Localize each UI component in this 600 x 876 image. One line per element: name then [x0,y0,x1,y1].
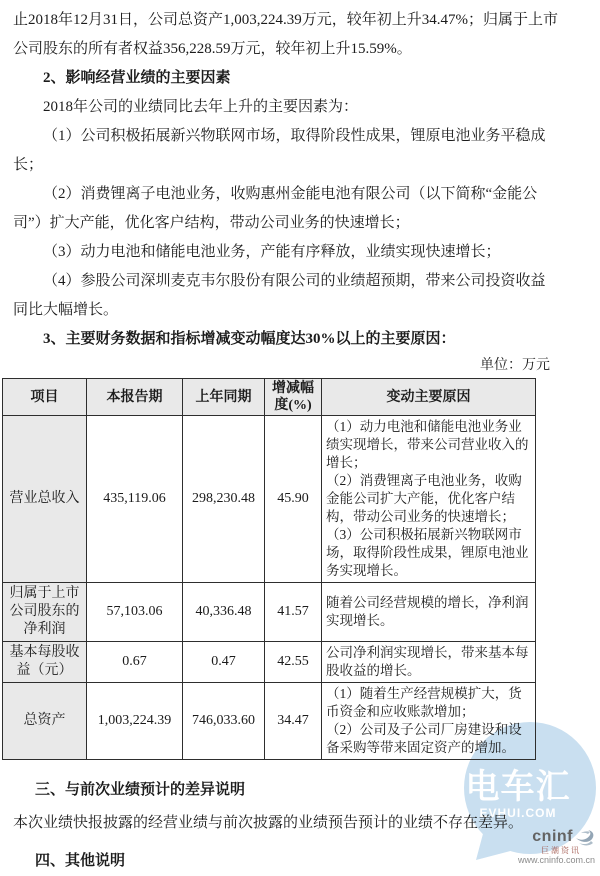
table-row [3,583,536,642]
row-item-label: 基本每股收益（元） [3,642,87,683]
reason-line: 随着公司经营规模的增长，净利润实现增长。 [326,595,529,628]
row-item-label: 总资产 [3,683,87,760]
section-three-title: 三、与前次业绩预计的差异说明 [35,782,246,798]
row-change-value: 45.90 [265,416,322,583]
row-change-value: 42.55 [265,642,322,683]
row-reason-cell [322,642,536,683]
section2-title: 2、影响经营业绩的主要因素 [43,70,231,86]
col-header-current: 本报告期 [87,379,183,416]
row-change-value: 41.57 [265,583,322,642]
row-current-value: 57,103.06 [87,583,183,642]
factor-3: （3）动力电池和储能电池业务，产能有序释放，业绩实现快速增长； [43,244,501,260]
table-row [3,642,536,683]
row-item-label: 归属于上市公司股东的净利润 [3,583,87,642]
watermark-subtitle: EVHUI.COM [479,806,557,820]
reason-line: （2）公司及子公司厂房建设和设备采购等带来固定资产的增加。 [326,722,522,755]
table-row [3,416,536,583]
table-row [3,683,536,760]
reason-line: （1）动力电池和储能电池业务业绩实现增长，带来公司营业收入的增长； [326,419,529,470]
unit-label: 单位：万元 [480,358,550,373]
cninfo-wordmark: cninf [532,828,573,845]
cninfo-swirl-icon [575,829,595,846]
section-four-title: 四、其他说明 [35,853,126,869]
section3-title: 3、主要财务数据和指标增减变动幅度达30%以上的主要原因： [43,331,456,347]
col-header-item: 项目 [3,379,87,416]
row-prior-value: 298,230.48 [183,416,265,583]
row-change-value: 34.47 [265,683,322,760]
col-header-reason: 变动主要原因 [322,379,536,416]
reason-line: （3）公司积极拓展新兴物联网市场，取得阶段性成果，锂原电池业务实现增长。 [326,527,529,578]
factor-2: （2）消费锂离子电池业务，收购惠州金能电池有限公司（以下简称“金能公司”）扩大产能，优化客户结构，带动公司业务的快速增长； [13,186,538,231]
financial-table [2,378,536,760]
reason-line: （1）随着生产经营规模扩大，货币资金和应收账款增加； [326,686,522,719]
col-header-prior: 上年同期 [183,379,265,416]
section-three-body: 本次业绩快报披露的经营业绩与前次披露的业绩预告预计的业绩不存在差异。 [13,815,524,831]
row-current-value: 1,003,224.39 [87,683,183,760]
reason-line: 公司净利润实现增长，带来基本每股收益的增长。 [326,645,529,678]
row-reason-cell [322,416,536,583]
factor-4: （4）参股公司深圳麦克韦尔股份有限公司的业绩超预期，带来公司投资收益同比大幅增长。 [13,273,546,318]
row-reason-cell [322,583,536,642]
col-header-change: 增减幅度(%) [265,379,322,416]
section2-lead: 2018年公司的业绩同比去年上升的主要因素为： [43,99,359,115]
row-item-label: 营业总收入 [3,416,87,583]
row-prior-value: 40,336.48 [183,583,265,642]
factor-1: （1）公司积极拓展新兴物联网市场，取得阶段性成果，锂原电池业务平稳成长； [13,128,546,173]
table-header-row [3,379,536,416]
watermark-title: 电车汇 [465,768,571,806]
row-current-value: 0.67 [87,642,183,683]
cninfo-logo-row [518,828,595,846]
row-reason-cell [322,683,536,760]
intro-paragraph: 止2018年12月31日，公司总资产1,003,224.39万元，较年初上升34.47%；归属于上市公司股东的所有者权益356,228.59万元，较年初上升15.59%。 [13,12,558,57]
cninfo-chinese-label: 巨潮资讯 [541,846,581,855]
cninfo-url: www.cninfo.com.cn [517,855,595,865]
reason-line: （2）消费锂离子电池业务，收购金能公司扩大产能，优化客户结构，带动公司业务的快速增长； [326,473,522,524]
row-prior-value: 746,033.60 [183,683,265,760]
cninfo-logo [518,828,595,866]
row-prior-value: 0.47 [183,642,265,683]
row-current-value: 435,119.06 [87,416,183,583]
